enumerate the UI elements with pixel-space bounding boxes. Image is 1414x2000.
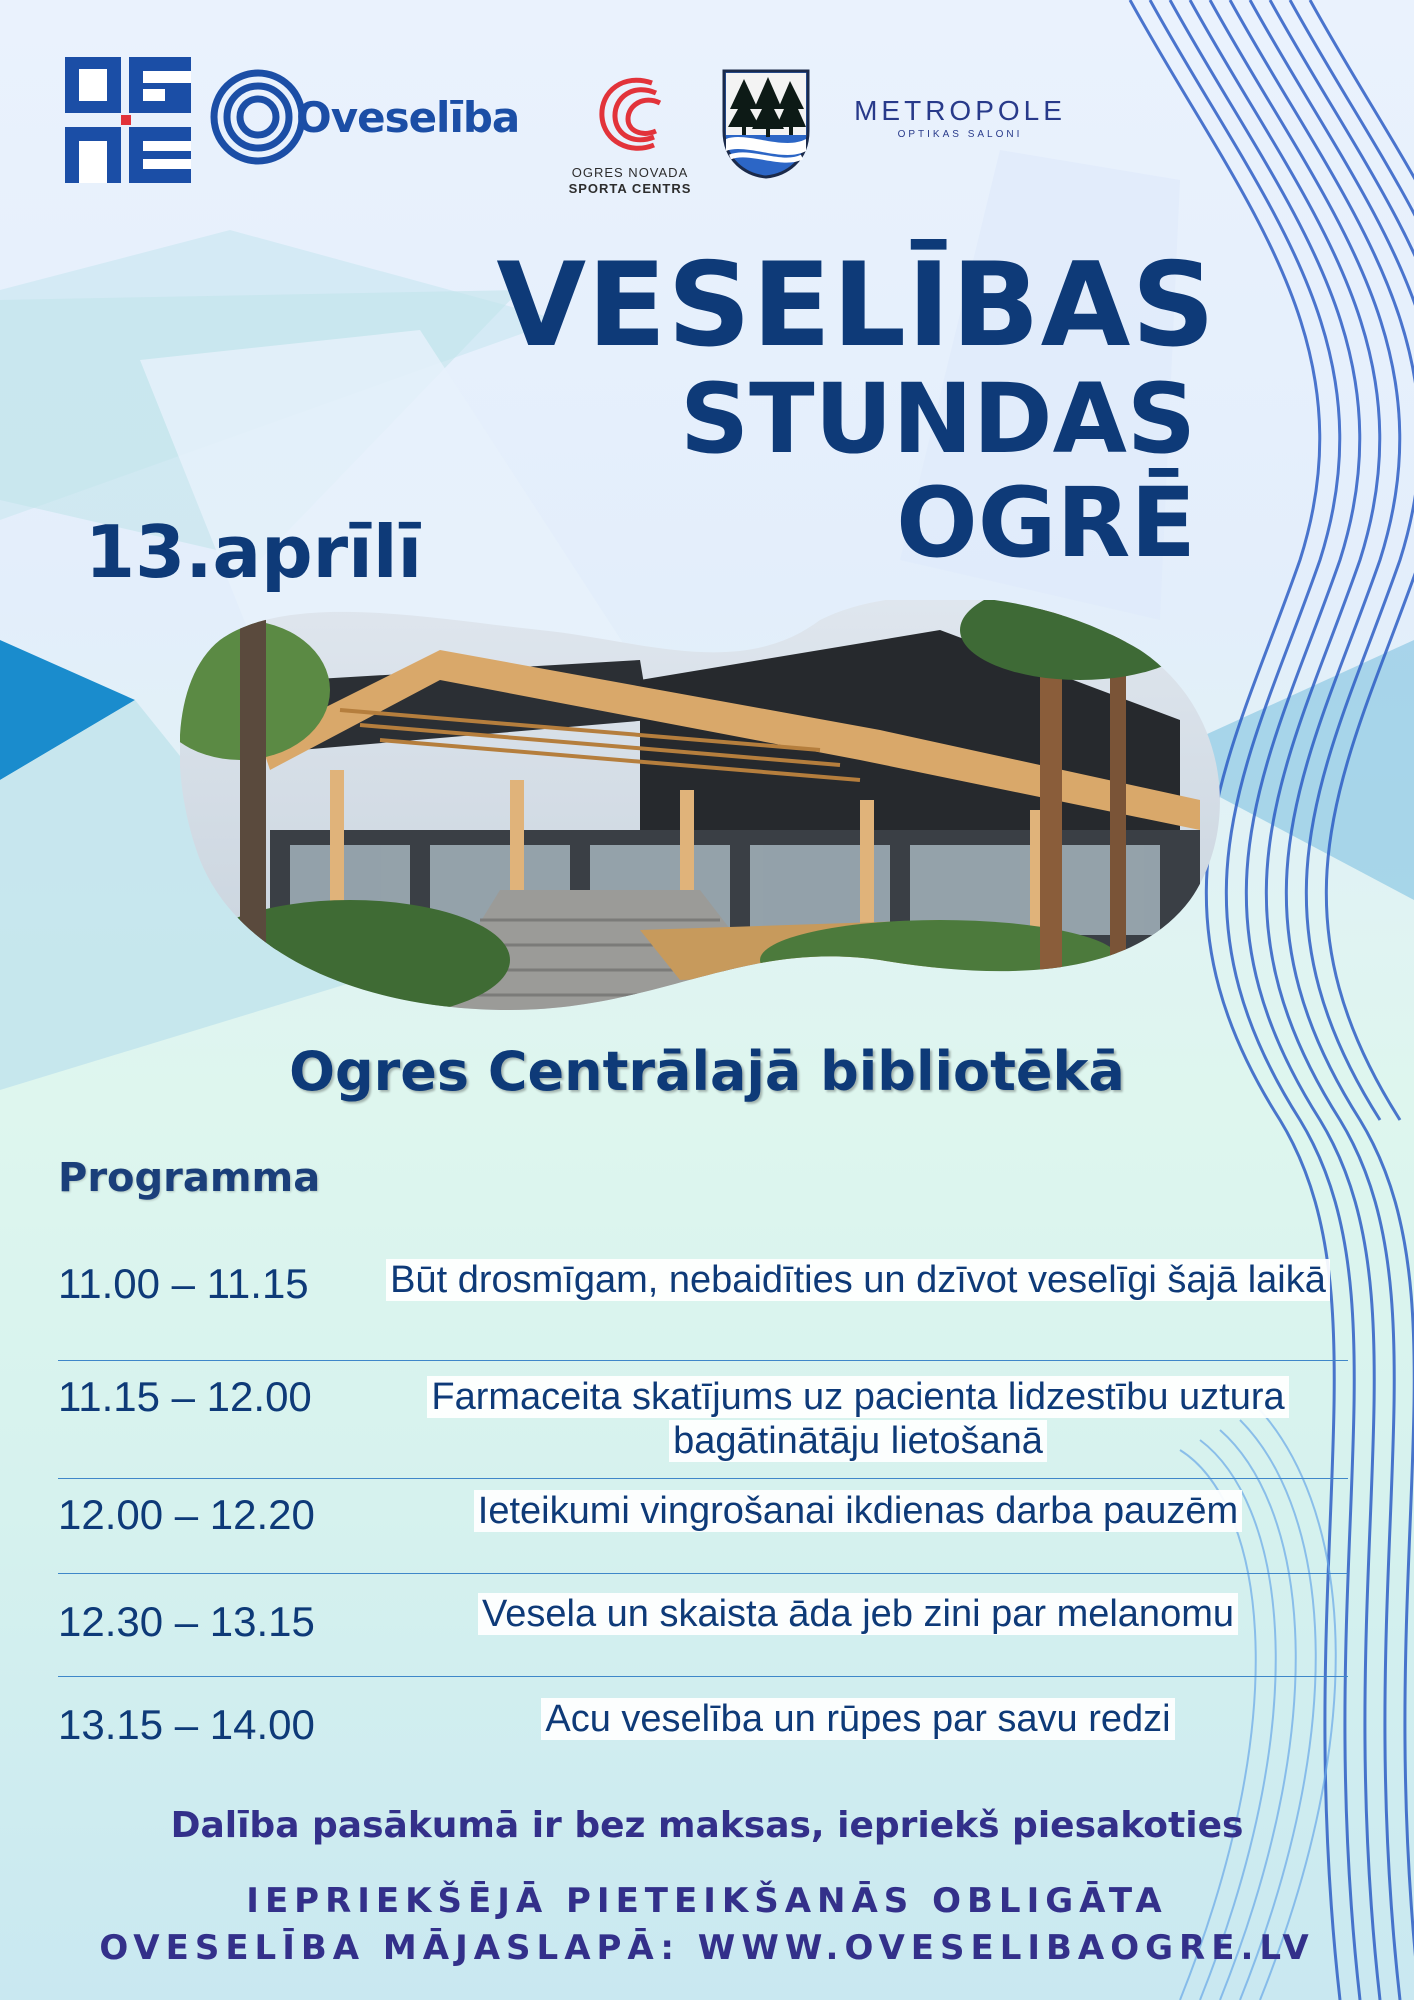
sport-centre-logo [555,69,705,209]
oveseliba-wordmark: Oveselība [296,93,520,142]
program-row [58,1677,1348,1777]
ogre-coat-of-arms [722,69,810,179]
metropole-logo [835,95,1085,155]
headline-line2: STUNDAS [679,363,1196,475]
oveseliba-circles-icon [208,63,308,173]
program-talk-text: Būt drosmīgam, nebaidīties un dzīvot veselīgi šajā laikā [386,1259,1330,1301]
program-time: 11.00 – 11.15 [58,1260,309,1307]
sport-centre-line2: SPORTA CENTRS [568,181,692,196]
program-title: Programma [58,1155,321,1201]
program-row [58,1361,1348,1479]
ogre-logo [65,57,191,183]
metropole-line2: OPTIKAS SALONI [897,129,1023,140]
program-talk-text: Acu veselība un rūpes par savu redzi [541,1698,1174,1740]
program-talk [368,1375,1348,1463]
program-talk [368,1258,1348,1302]
program-talk [368,1592,1348,1636]
program-table [58,1240,1348,1777]
headline-line1: VESELĪBAS [496,238,1216,373]
library-photo [180,600,1230,1020]
venue-heading: Ogres Centrālajā bibliotēkā [289,1040,1125,1103]
registration-line2: OVESELĪBA MĀJASLAPĀ: WWW.OVESELIBAOGRE.LV [99,1928,1315,1968]
program-time: 11.15 – 12.00 [58,1373,312,1420]
program-time: 12.00 – 12.20 [58,1491,315,1538]
program-talk-text: Ieteikumi vingrošanai ikdienas darba pauzēm [474,1490,1242,1532]
participation-note: Dalība pasākumā ir bez maksas, iepriekš piesakoties [170,1805,1244,1846]
program-talk-text: Farmaceita skatījums uz pacienta lidzestību uztura bagātinātāju lietošanā [427,1376,1288,1462]
sport-c-icon [590,69,670,161]
program-row [58,1240,1348,1361]
metropole-line1: METROPOLE [854,95,1066,126]
registration-info [0,1878,1414,1972]
headline [496,238,1216,579]
program-talk [368,1489,1348,1533]
program-row [58,1479,1348,1574]
program-time: 13.15 – 14.00 [58,1701,315,1748]
logo-row [65,55,1105,205]
program-time: 12.30 – 13.15 [58,1598,315,1645]
sport-centre-line1: OGRES NOVADA [571,165,689,180]
program-talk [368,1697,1348,1741]
registration-line1: IEPRIEKŠĒJĀ PIETEIKŠANĀS OBLIGĀTA [246,1881,1168,1921]
headline-line3: OGRĒ [896,467,1196,579]
program-talk-text: Vesela un skaista āda jeb zini par melanomu [478,1593,1238,1635]
program-row [58,1574,1348,1677]
event-date: 13.aprīlī [85,510,423,594]
